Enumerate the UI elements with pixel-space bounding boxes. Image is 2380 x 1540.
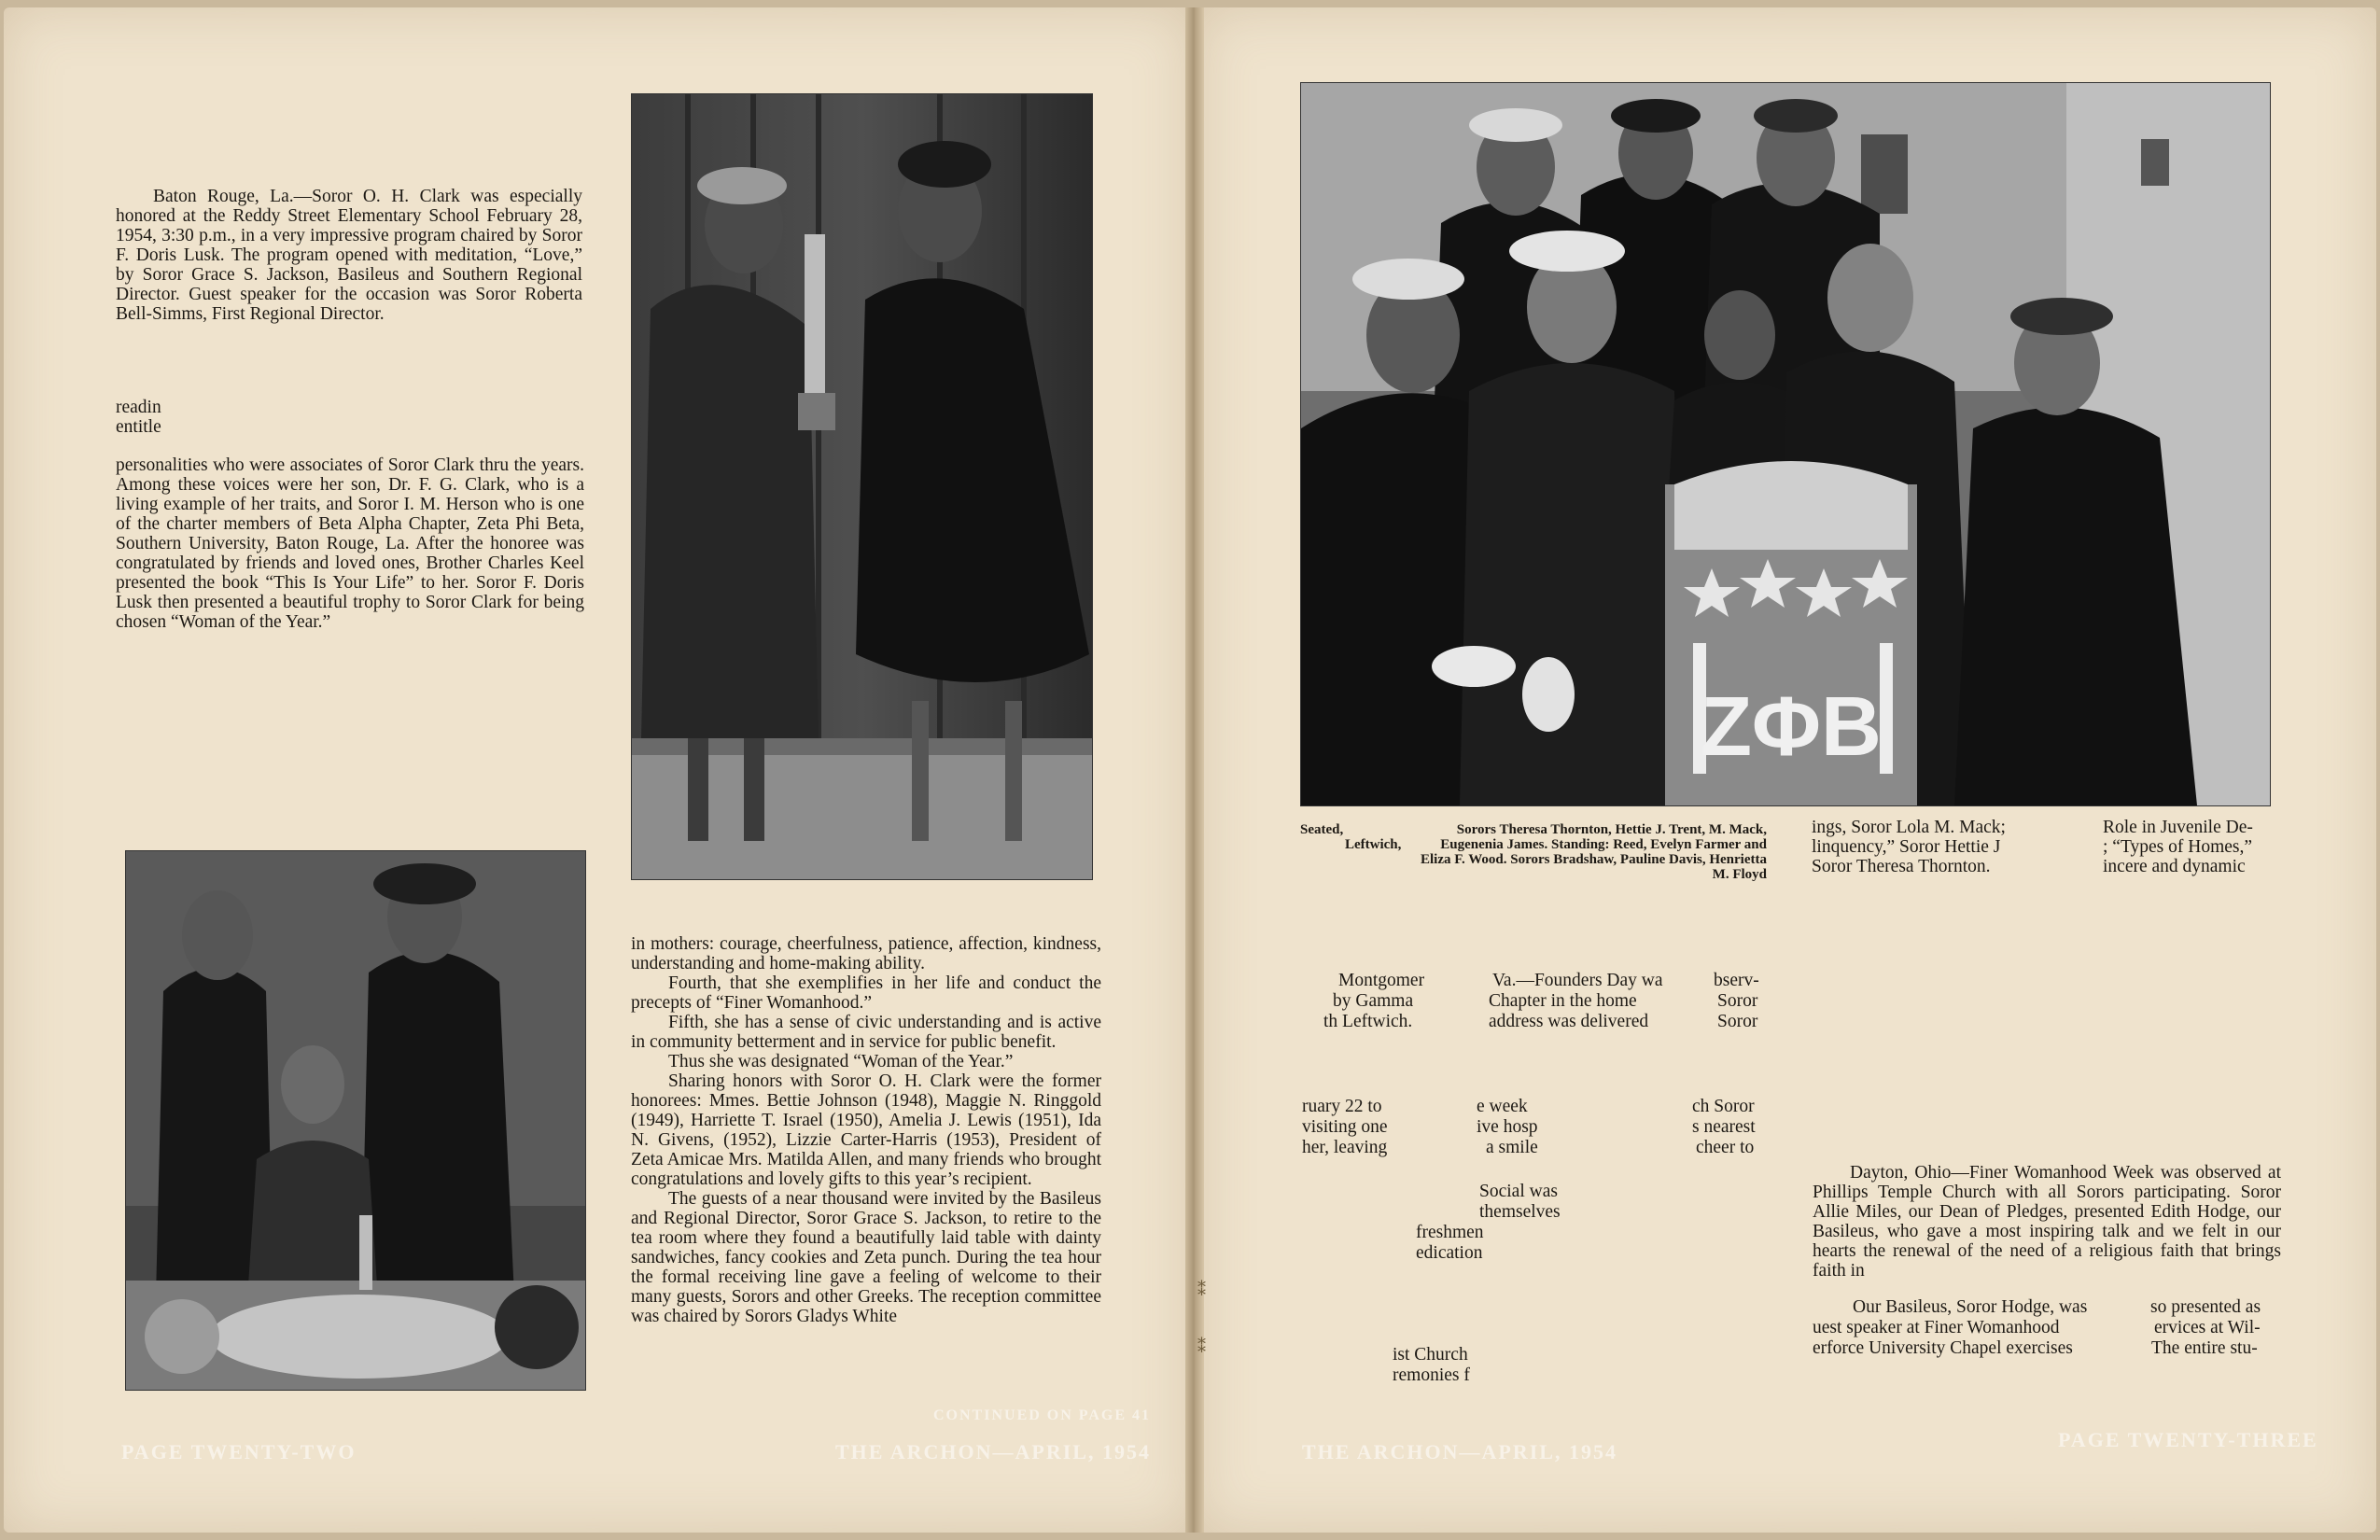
continued-note: CONTINUED ON PAGE 41	[933, 1407, 1152, 1423]
text-fragment: The entire stu-	[2151, 1338, 2258, 1358]
text-fragment: visiting one	[1302, 1117, 1388, 1137]
article-intro	[116, 187, 582, 324]
text-fragment: Montgomer	[1338, 971, 1425, 990]
text-fragment: ruary 22 to	[1302, 1097, 1382, 1116]
caption-leftwich: Leftwich,	[1345, 837, 1402, 852]
intro-paragraph: Baton Rouge, La.—Soror O. H. Clark was especially honored at the Reddy Street Elementary School February 28, 1954, 3:30 p.m., in a very impressive program chaired by Soror F. Doris Lusk. The program opened with meditation, “Love,” by Soror Grace S. Jackson, Basileus and Southern Regional Director. Guest speaker for the occasion was Soror Roberta Bell-Simms, First Regional Director.	[116, 187, 582, 324]
paragraph-qualities: in mothers: courage, cheerfulness, patience, affection, kindness, understanding and home-making ability.	[631, 934, 1101, 973]
text-fragment: address was delivered	[1489, 1012, 1649, 1031]
banner-letters: ZΦB	[1701, 680, 1882, 774]
article-column-two	[631, 934, 1101, 1326]
text-fragment: s nearest	[1692, 1117, 1756, 1137]
text-fragment: edication	[1416, 1243, 1483, 1263]
text-fragment: her, leaving	[1302, 1138, 1388, 1157]
text-fragment: bserv-	[1714, 971, 1759, 990]
caption-fragment: ings, Soror Lola M. Mack;	[1812, 818, 2006, 837]
text-fragment: Soror	[1717, 1012, 1758, 1031]
caption-fragment: Soror Theresa Thornton.	[1812, 857, 1991, 876]
text-fragment: erforce University Chapel exercises	[1813, 1338, 2073, 1358]
text-fragment: Va.—Founders Day wa	[1492, 971, 1663, 990]
text-fragment: a smile	[1486, 1138, 1538, 1157]
paragraph-fourth: Fourth, that she exemplifies in her life and conduct the precepts of “Finer Womanhood.”	[631, 973, 1101, 1013]
book-gutter	[1185, 7, 1204, 1533]
text-fragment: so presented as	[2150, 1297, 2261, 1317]
text-fragment: entitle	[116, 417, 161, 437]
text-fragment: uest speaker at Finer Womanhood	[1813, 1318, 2060, 1337]
caption-fragment: Role in Juvenile De-	[2103, 818, 2253, 837]
paragraph-tea: The guests of a near thousand were invited by the Basileus and Regional Director, Soror Grace S. Jackson, to retire to the tea room where they found a beautifully laid table with dainty sandwiches, fancy cookies and Zeta punch. During the tea hour the formal receiving line gave a feeling of welcome to their many guests, Sorors and other Greeks. The reception committee was chaired by Sorors Gladys White	[631, 1189, 1101, 1326]
paragraph-fifth: Fifth, she has a sense of civic understanding and is active in community betterment and in service for public benefit.	[631, 1013, 1101, 1052]
caption-fragment: linquency,” Soror Hettie J	[1812, 837, 2001, 857]
paragraph-dayton: Dayton, Ohio—Finer Womanhood Week was observed at Phillips Temple Church with all Sorors participating. Soror Allie Miles, our Dean of Pledges, presented Edith Hodge, our Basileus, who gave a most inspiring talk and we felt in our hearts the renewal of the need of a religious faith that brings faith in	[1813, 1163, 2281, 1281]
caption-seated-label: Seated,	[1300, 822, 1344, 837]
text-fragment: Social was	[1479, 1182, 1558, 1201]
paragraph-designated: Thus she was designated “Woman of the Year.”	[668, 1052, 1014, 1071]
photo-sorors-group	[1300, 82, 2271, 806]
text-fragment: ive hosp	[1477, 1117, 1538, 1137]
page-number-right: PAGE TWENTY-THREE	[2058, 1428, 2318, 1451]
text-fragment: Soror	[1717, 991, 1758, 1011]
paragraph-associates: personalities who were associates of Soror Clark thru the years. Among these voices were her son, Dr. F. G. Clark, who is a living example of her traits, and Soror I. M. Herson who is one of the charter members of Beta Alpha Chapter, Zeta Phi Beta, Southern University, Baton Rouge, La. After the honoree was congratulated by friends and loved ones, Brother Charles Keel presented the book “This Is Your Life” to her. Soror F. Doris Lusk then presented a beautiful trophy to Soror Clark for being chosen “Woman of the Year.”	[116, 455, 584, 632]
paragraph-former-honorees: Sharing honors with Soror O. H. Clark were the former honorees: Mmes. Bettie Johnson (1948), Maggie N. Ringgold (1949), Harriette T. Israel (1950), Amelia J. Lewis (1951), Ida N. Givens, (1952), Lizzie Carter-Harris (1953), President of Zeta Amicae Mrs. Matilda Allen, and many friends who brought congratulations and lovely gifts to this year’s recipient.	[631, 1071, 1101, 1189]
text-fragment: e week	[1477, 1097, 1528, 1116]
caption-fragment: ; “Types of Homes,”	[2103, 837, 2253, 857]
page-number-left: PAGE TWENTY-TWO	[121, 1440, 357, 1463]
text-fragment: cheer to	[1696, 1138, 1755, 1157]
text-fragment: Our Basileus, Soror Hodge, was	[1853, 1297, 2088, 1317]
text-fragment: ist Church	[1393, 1345, 1468, 1365]
article-dayton	[1813, 1163, 2281, 1281]
text-fragment: th Leftwich.	[1323, 1012, 1413, 1031]
photo-honorees-group	[125, 850, 586, 1391]
text-fragment: ch Soror	[1692, 1097, 1755, 1116]
text-fragment: themselves	[1479, 1202, 1561, 1222]
binding-staple: ⁑	[1197, 1281, 1206, 1299]
caption-fragment: incere and dynamic	[2103, 857, 2246, 876]
article-paragraph	[116, 455, 584, 632]
text-fragment: by Gamma	[1333, 991, 1414, 1011]
running-footer-left: THE ARCHON—APRIL, 1954	[835, 1440, 1151, 1463]
binding-staple: ⁑	[1197, 1337, 1206, 1356]
text-fragment: ervices at Wil-	[2154, 1318, 2261, 1337]
text-fragment: freshmen	[1416, 1223, 1484, 1242]
photo-trophy-presentation	[631, 93, 1093, 880]
caption-names: Sorors Theresa Thornton, Hettie J. Trent, M. Mack, Eugenenia James. Standing: Reed, Evelyn Farmer and Eliza F. Wood. Sorors Bradshaw, Pauline Davis, Henrietta M. Floyd	[1420, 822, 1767, 882]
text-fragment: remonies f	[1393, 1365, 1470, 1385]
text-fragment: readin	[116, 398, 161, 417]
running-footer-right: THE ARCHON—APRIL, 1954	[1302, 1440, 1617, 1463]
text-fragment: Chapter in the home	[1489, 991, 1637, 1011]
